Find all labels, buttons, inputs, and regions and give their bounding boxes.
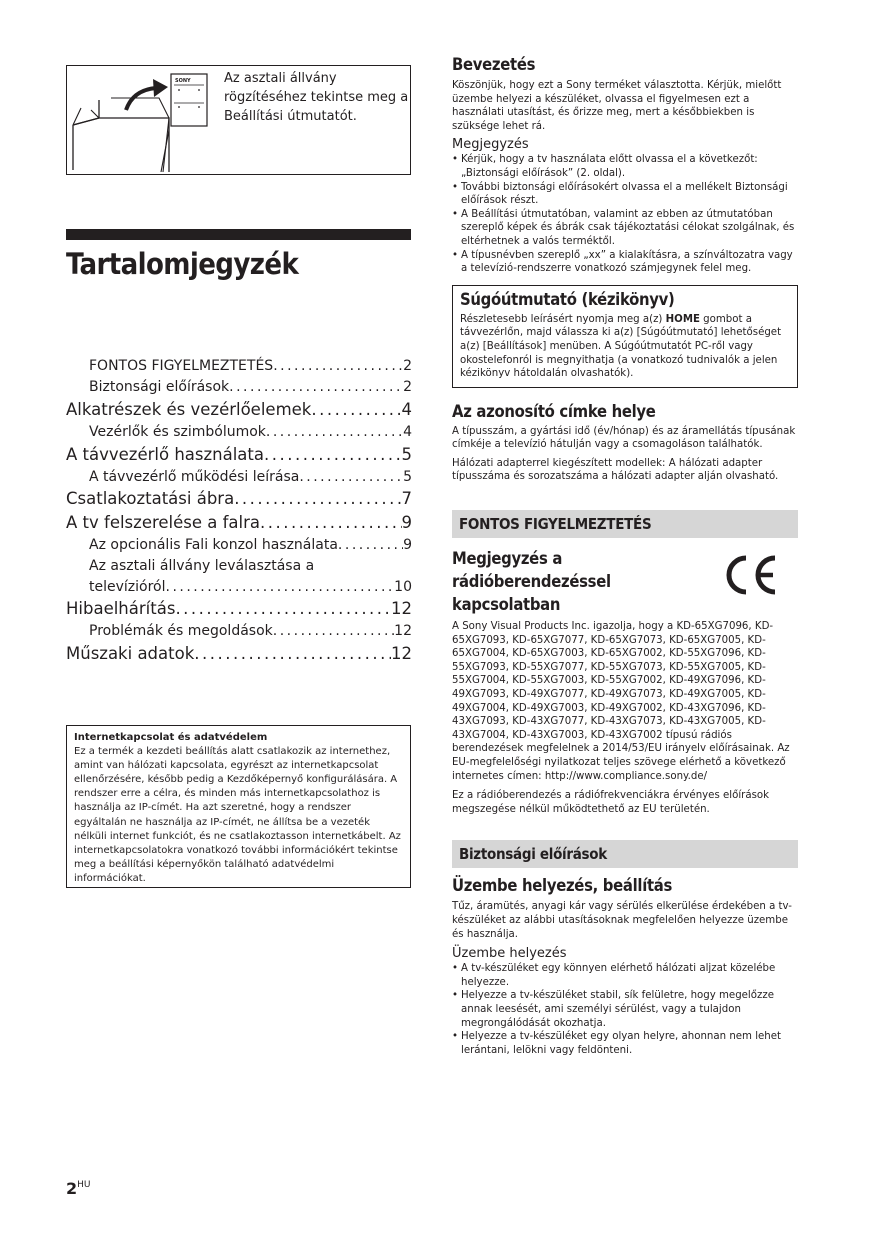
toc-entry[interactable]: Műszaki adatok ..... 12 (66, 642, 412, 666)
internet-privacy-title: Internetkapcsolat és adatvédelem (74, 732, 268, 743)
list-item: • További biztonsági előírásokért olvassa el a mellékelt Biztonsági előírások részt. (452, 181, 798, 208)
id-label-body: A típusszám, a gyártási idő (év/hónap) és az áramellátás típusának címkéje a televízió hátulján vagy a csomagoláson találhatók. (452, 425, 796, 451)
id-label-heading: Az azonosító címke helye (452, 401, 656, 421)
radio-note-heading: Megjegyzés a rádióberendezéssel kapcsolatban (452, 549, 611, 615)
help-guide-body: Részletesebb leírásért nyomja meg a(z) HOME gombot a távvezérlőn, majd válassza ki a(z) [Súgóútmutató] lehetőséget a(z) [Beállítások] menüben. A Súgóútmutatót PC-ről vagy okostelefonról is megnyithatja (a vonatkozó tudnivalók a jelen kézikönyv hátoldalán olvashatók). (460, 313, 782, 380)
stand-notice-box (66, 65, 411, 175)
list-item: • Helyezze a tv-készüléket egy olyan helyre, ahonnan nem lehet lerántani, lelökni vagy feldönteni. (452, 1030, 798, 1057)
intro-body: Köszönjük, hogy ezt a Sony terméket választotta. Kérjük, mielőtt üzembe helyezi a készüléket, olvassa el figyelmesen ezt a használati utasítást, és őrizze meg, mert a későbbiekben is szüksége lehet rá. (452, 80, 782, 132)
list-item: • Kérjük, hogy a tv használata előtt olvassa el a következőt: „Biztonsági előírások” (2. oldal). (452, 153, 798, 180)
warning-section-bar (452, 510, 798, 538)
id-label-adapter-body: Hálózati adapterrel kiegészített modellek: A hálózati adapter típusszáma és sorozatszáma a hálózati adapter alján olvasható. (452, 457, 779, 483)
tv-box-illustration-icon (71, 70, 221, 172)
page-number: $2^{HU}$ (66, 1179, 91, 1198)
table-of-contents (66, 356, 412, 666)
installation-heading: Üzembe helyezés, beállítás (452, 876, 673, 896)
right-column (452, 54, 798, 1057)
toc-entry[interactable]: Biztonsági előírások ..... 2 (66, 377, 412, 398)
installation-body: Tűz, áramütés, anyagi kár vagy sérülés elkerülése érdekében a tv-készüléket az alábbi utasításoknak megfelelően helyezze üzembe és használja. (452, 901, 792, 940)
toc-entry-continued[interactable]: Az asztali állvány leválasztása a (89, 558, 315, 575)
toc-divider-bar (66, 229, 411, 240)
intro-heading: Bevezetés (452, 55, 536, 74)
safety-section-title: Biztonsági előírások (459, 845, 607, 864)
toc-entry[interactable]: televízióról ..... 10 (66, 577, 412, 598)
help-guide-box (452, 285, 798, 388)
list-item: • A típusnévben szereplő „xx” a kialakításra, a színváltozatra vagy a televízió-rendszerre vonatkozó számjegynek felel meg. (452, 249, 798, 276)
toc-entry[interactable]: Hibaelhárítás ..... 12 (66, 597, 412, 621)
toc-entry[interactable]: A tv felszerelése a falra ..... 9 (66, 511, 412, 535)
internet-privacy-body: Ez a termék a kezdeti beállítás alatt csatlakozik az internethez, amint van hálózati kapcsolata, egyrészt az internetkapcsolat ellenőrzésére, később pedig a Kezdőképernyő konfigurálására. A rendszer erre a célra, és minden más internetkapcsolathoz is használja az IP-címét. Ha azt szeretné, hogy a rendszer egyáltalán ne használja az IP-címét, ne állítsa be a vezeték nélküli internet funkciót, és ne csatlakoztasson internetkábelt. Az internetkapcsolatokra vonatkozó további információkért tekintse meg a beállítási képernyőkön található adatvédelmi információkat. (74, 746, 401, 884)
radio-note-body: A Sony Visual Products Inc. igazolja, hogy a KD-65XG7096, KD-65XG7093, KD-65XG7077, KD-65XG7073, KD-65XG7005, KD-65XG7004, KD-65XG7003, KD-65XG7002, KD-55XG7096, KD-55XG7093, KD-55XG7077, KD-55XG7073, KD-55XG7005, KD-55XG7004, KD-55XG7003, KD-55XG7002, KD-49XG7096, KD-49XG7093, KD-49XG7077, KD-49XG7073, KD-49XG7005, KD-49XG7004, KD-49XG7003, KD-49XG7002, KD-43XG7096, KD-43XG7093, KD-43XG7077, KD-43XG7073, KD-43XG7005, KD-43XG7004, KD-43XG7003, KD-43XG7002 típusú rádiós berendezések megfelelnek a 2014/53/EU irányelv előírásainak. Az EU-megfelelőségi nyilatkozat teljes szövege elérhető a következő internetes címen: http://www.compliance.sony.de/ (452, 621, 790, 782)
language-code: HU (77, 1180, 91, 1190)
note-list (452, 153, 798, 275)
toc-entry[interactable]: Problémák és megoldások ..... 12 (66, 621, 412, 642)
list-item: • A tv-készüléket egy könnyen elérhető hálózati aljzat közelébe helyezze. (452, 962, 798, 989)
radio-note-body-2: Ez a rádióberendezés a rádiófrekvenciákra érvényes előírások megszegése nélkül működtethető az EU területén. (452, 790, 770, 815)
internet-privacy-box (66, 725, 411, 888)
radio-note-section (452, 547, 798, 616)
toc-entry[interactable]: Vezérlők és szimbólumok ..... 4 (66, 422, 412, 443)
ce-mark-icon (720, 553, 780, 597)
toc-title: Tartalomjegyzék (66, 247, 299, 281)
safety-section-bar (452, 840, 798, 868)
toc-entry[interactable]: Csatlakoztatási ábra ..... 7 (66, 487, 412, 511)
toc-entry[interactable]: A távvezérlő használata ..... 5 (66, 443, 412, 467)
stand-notice-text: Az asztali állvány rögzítéséhez tekintse meg a Beállítási útmutatót. (224, 71, 409, 124)
sony-brand-text: SONY (175, 78, 191, 84)
toc-entry[interactable]: A távvezérlő működési leírása ..... 5 (66, 467, 412, 488)
warning-section-title: FONTOS FIGYELMEZTETÉS (459, 515, 652, 534)
note-heading: Megjegyzés (452, 137, 529, 153)
installation-list (452, 962, 798, 1057)
toc-entry[interactable]: FONTOS FIGYELMEZTETÉS ..... 2 (66, 356, 412, 377)
toc-entry[interactable]: Alkatrészek és vezérlőelemek ..... 4 (66, 398, 412, 422)
help-guide-heading: Súgóútmutató (kézikönyv) (460, 289, 675, 309)
list-item: • Helyezze a tv-készüléket stabil, sík felületre, hogy megelőzze annak leesését, ami személyi sérülést, vagy a tulajdon megrongálódását okozhatja. (452, 989, 798, 1030)
installation-subheading: Üzembe helyezés (452, 946, 567, 962)
list-item: • A Beállítási útmutatóban, valamint az ebben az útmutatóban szereplő képek és ábrák csak tájékoztatási célokat szolgálnak, és eltérhetnek a valós terméktől. (452, 208, 798, 249)
toc-entry[interactable]: Az opcionális Fali konzol használata ..... 9 (66, 535, 412, 556)
